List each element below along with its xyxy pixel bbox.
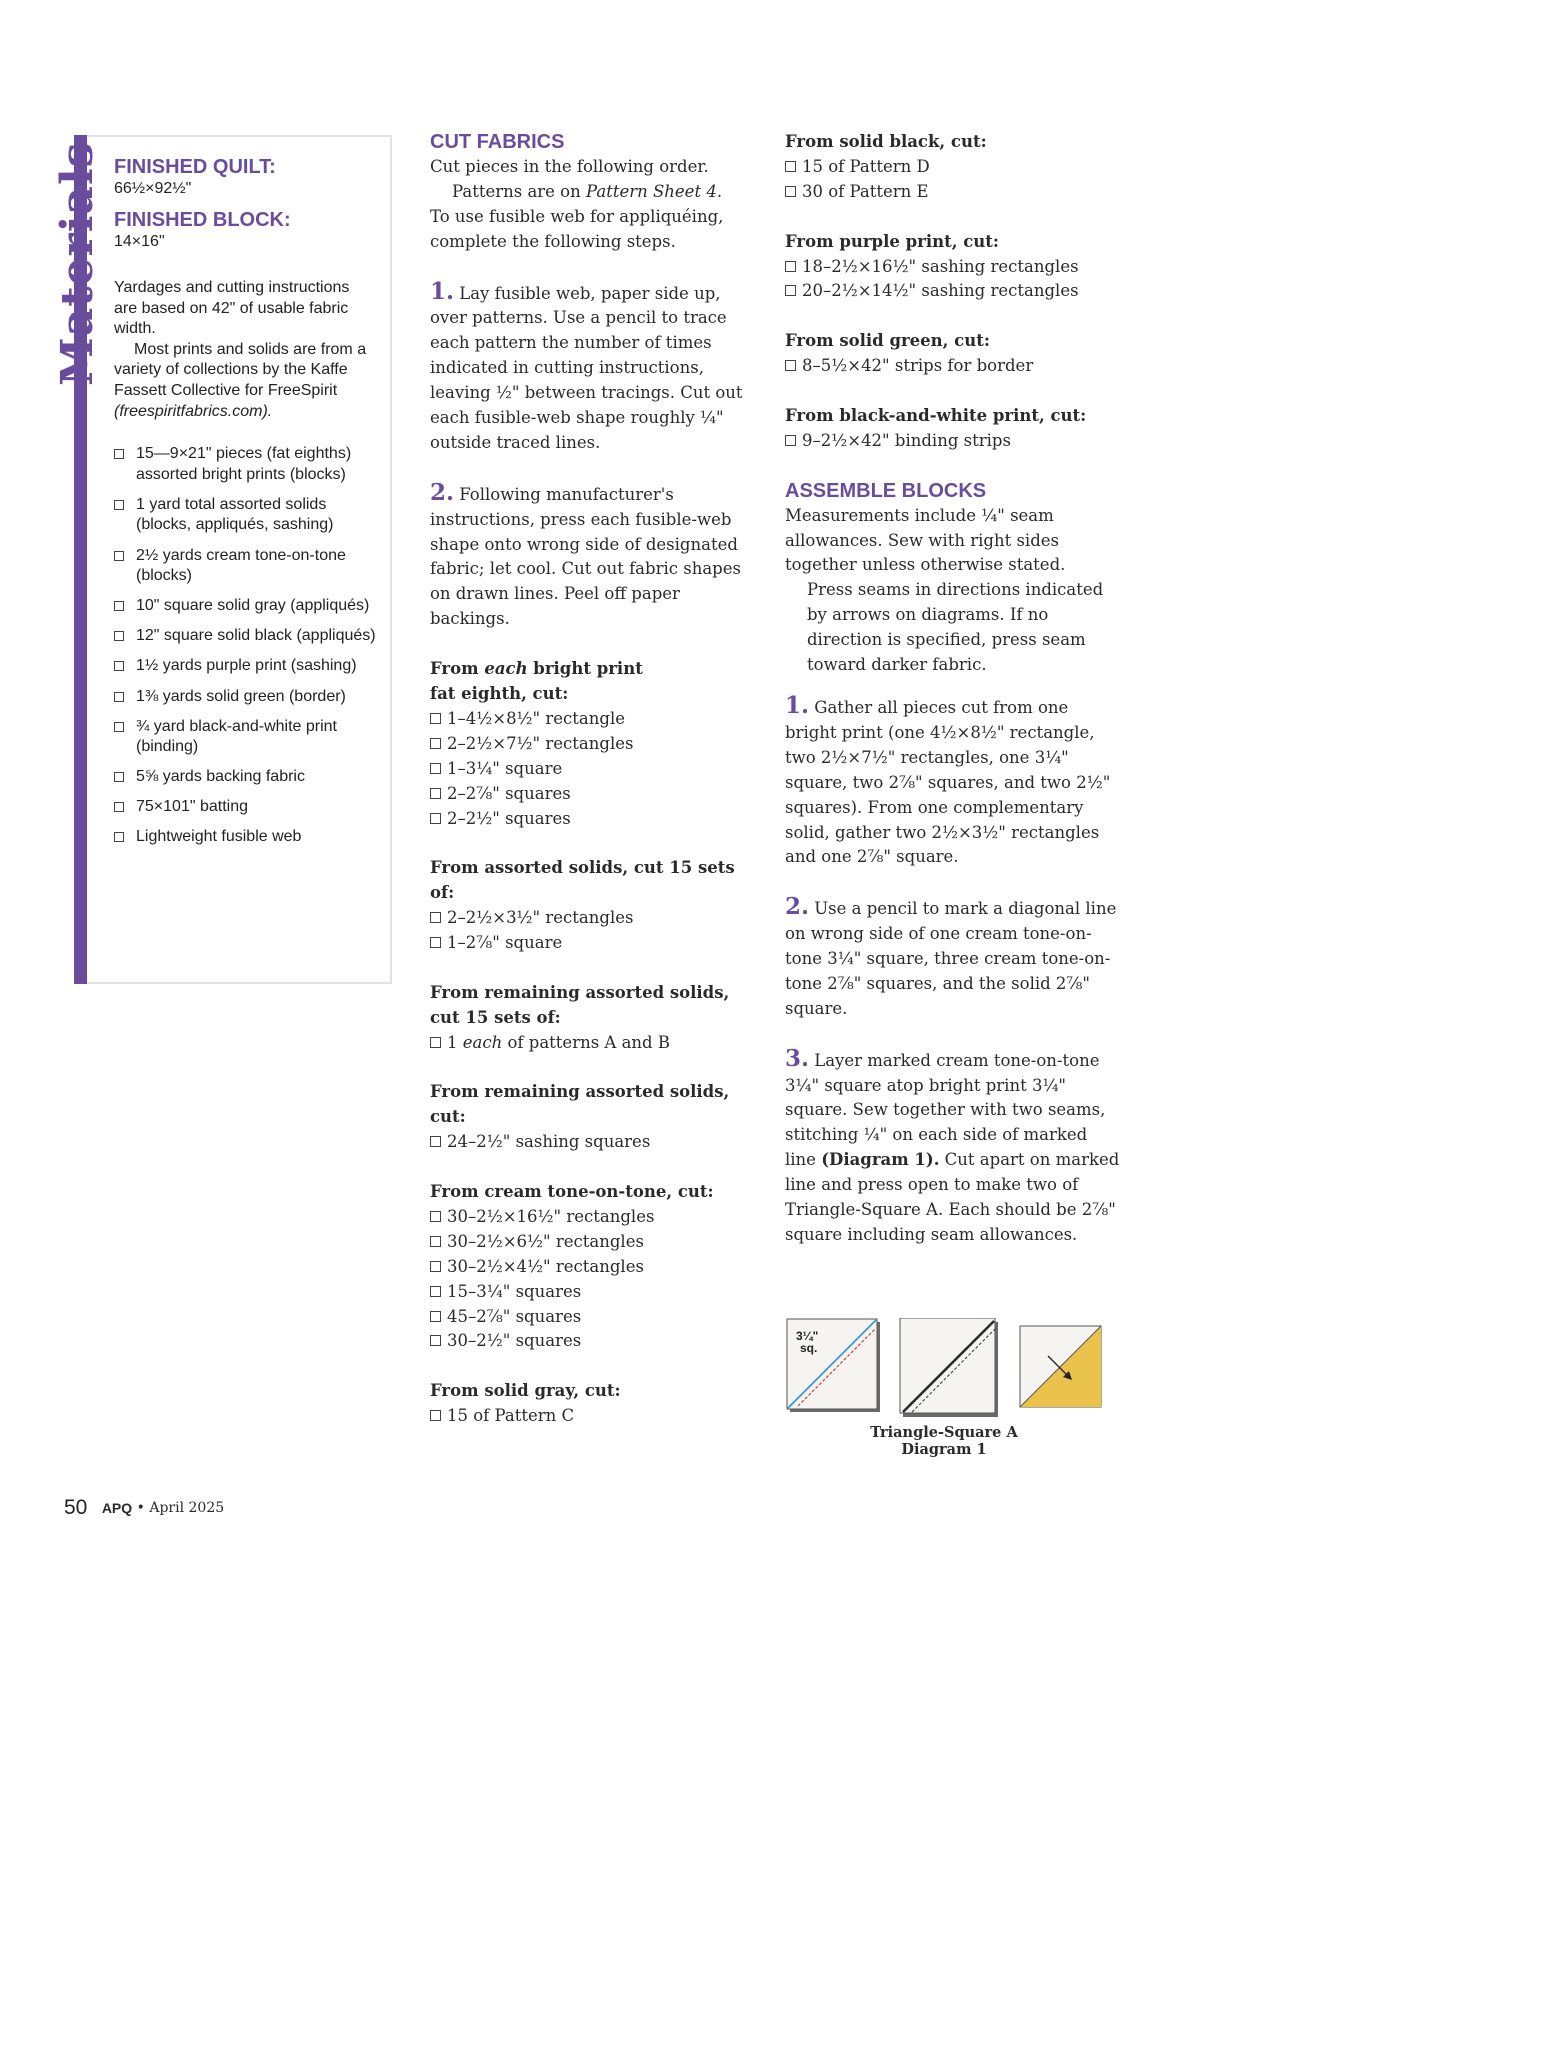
- materials-item: [114, 797, 376, 818]
- materials-item: [114, 444, 376, 485]
- diagram-caption-title: Triangle-Square A: [870, 1424, 1018, 1441]
- materials-item: [114, 687, 376, 708]
- materials-item-label: 15—9×21" pieces (fat eighths) assorted bright prints (blocks): [136, 445, 352, 483]
- checkbox[interactable]: [430, 1286, 441, 1297]
- checkbox[interactable]: [785, 360, 796, 371]
- finished-block-value: 14×16": [114, 233, 165, 250]
- cut-list-item-label: 2–2½×7½" rectangles: [447, 733, 634, 753]
- checkbox[interactable]: [114, 500, 124, 510]
- cut-list-item: [430, 1130, 760, 1155]
- cut-list-item: [785, 180, 1120, 205]
- remaining-solids-heading-2: From remaining assorted solids, cut:: [430, 1082, 730, 1127]
- cut-list-item: [785, 155, 1120, 180]
- checkbox[interactable]: [114, 601, 124, 611]
- remaining-solids-list: [430, 1130, 760, 1155]
- cut-list-item: [430, 807, 760, 832]
- checkbox[interactable]: [430, 788, 441, 799]
- assemble-step-2-number: 2.: [785, 893, 810, 921]
- cut-list-item-label: 8–5½×42" strips for border: [802, 356, 1034, 376]
- assemble-step-3-text: Layer marked cream tone-on-tone 3¼" square atop bright print 3¼" square. Sew together with two seams, stitching ¼" on each side of marked line: [785, 1050, 1106, 1170]
- materials-item: [114, 546, 376, 587]
- bright-head-pre: From: [430, 659, 485, 679]
- checkbox[interactable]: [114, 692, 124, 702]
- square-2: [900, 1318, 995, 1413]
- cut-list-item-label: 1–2⅞" square: [447, 933, 563, 953]
- materials-item-label: ¾ yard black-and-white print (binding): [136, 717, 337, 756]
- cut-list-item: [430, 757, 760, 782]
- checkbox[interactable]: [785, 161, 796, 172]
- page-footer: [64, 1496, 224, 1520]
- cut-list-item-label: 9–2½×42" binding strips: [802, 430, 1011, 450]
- finished-triangle-square-figure: [1020, 1326, 1101, 1407]
- checkbox[interactable]: [430, 1136, 441, 1147]
- cut-list-item-label: 20–2½×14½" sashing rectangles: [802, 281, 1079, 301]
- gray-heading: From solid gray, cut:: [430, 1381, 621, 1401]
- checkbox[interactable]: [114, 722, 124, 732]
- checkbox[interactable]: [430, 912, 441, 923]
- solids-list: [430, 906, 760, 956]
- checkbox[interactable]: [114, 449, 124, 459]
- cut-step-2-text: Following manufacturer's instructions, press each fusible-web shape onto wrong side of designated fabric; let cool. Cut out fabric shapes on drawn lines. Peel off paper backings.: [430, 484, 741, 629]
- materials-item: [114, 656, 376, 677]
- checkbox[interactable]: [430, 1211, 441, 1222]
- cut-list-item-label: 30–2½×6½" rectangles: [447, 1231, 644, 1251]
- cut-list-item: [785, 354, 1120, 379]
- bw-heading: From black-and-white print, cut:: [785, 405, 1087, 425]
- bright-print-list: [430, 707, 760, 832]
- materials-intro-1: Yardages and cutting instructions are based on 42" of usable fabric width.: [114, 279, 350, 338]
- gray-list: [430, 1404, 760, 1429]
- materials-item: [114, 495, 376, 536]
- assemble-step-1-number: 1.: [785, 691, 810, 719]
- diagram-reference: (Diagram 1).: [821, 1150, 940, 1170]
- assemble-step-2-text: Use a pencil to mark a diagonal line on wrong side of one cream tone-on-tone 3¼" square, three cream tone-on-tone 2⅞" squares, and the solid 2⅞" square.: [785, 899, 1117, 1018]
- solids-heading: From assorted solids, cut 15 sets of:: [430, 858, 735, 903]
- checkbox[interactable]: [430, 813, 441, 824]
- cut-list-item-label: 1–3¼" square: [447, 758, 563, 778]
- finished-block-label: FINISHED BLOCK:: [114, 209, 291, 231]
- materials-item-label: 1 yard total assorted solids (blocks, appliqués, sashing): [136, 495, 334, 534]
- magazine-name: APQ: [101, 1500, 133, 1516]
- cut-intro-1: Cut pieces in the following order.: [430, 157, 709, 176]
- cut-list-item-label: 18–2½×16½" sashing rectangles: [802, 256, 1079, 276]
- materials-side-title: Materials: [52, 141, 103, 386]
- finished-quilt-value: 66½×92½": [114, 180, 192, 197]
- bright-print-heading: [430, 657, 760, 707]
- cut-list-item: [430, 1305, 760, 1330]
- cream-list: [430, 1205, 760, 1354]
- cut-step-2-number: 2.: [430, 478, 455, 506]
- cut-fabrics-column: [430, 130, 760, 1429]
- materials-item-label: 10" square solid gray (appliqués): [136, 597, 370, 615]
- cut-square-figure: [900, 1318, 998, 1417]
- remaining1-post: of patterns A and B: [502, 1032, 670, 1052]
- checkbox[interactable]: [430, 1311, 441, 1322]
- cream-heading: From cream tone-on-tone, cut:: [430, 1182, 714, 1202]
- cut-list-item-label: 2–2⅞" squares: [447, 783, 571, 803]
- checkbox[interactable]: [785, 285, 796, 296]
- materials-item: [114, 767, 376, 788]
- remaining1-pre: 1: [447, 1032, 463, 1052]
- cut-list-item-label: 30–2½×16½" rectangles: [447, 1206, 655, 1226]
- pattern-sheet-ref: Pattern Sheet 4.: [586, 181, 723, 201]
- cut-list-item-label: 30–2½" squares: [447, 1331, 582, 1351]
- cut-list-item-label: 2–2½" squares: [447, 808, 571, 828]
- materials-intro-2-text: Most prints and solids are from a variety of collections by the Kaffe Fassett Collective for FreeSpirit: [114, 340, 367, 399]
- remaining1-italic: each: [462, 1032, 503, 1052]
- materials-item-label: 5⅝ yards backing fabric: [136, 768, 305, 786]
- checkbox[interactable]: [785, 435, 796, 446]
- remaining-solids-heading-1: From remaining assorted solids, cut 15 sets of:: [430, 982, 730, 1027]
- cut-intro-2-text: Patterns are on: [452, 181, 586, 201]
- cut-list-item: [430, 1255, 760, 1280]
- assemble-step-3: [785, 1044, 1120, 1248]
- materials-item-label: 1⅜ yards solid green (border): [136, 687, 346, 705]
- bright-head-italic: each: [484, 659, 528, 679]
- checkbox[interactable]: [430, 713, 441, 724]
- cut-step-2: [430, 478, 760, 632]
- cut-list-item-label: 15 of Pattern D: [802, 156, 930, 176]
- cut-list-item-label: 2–2½×3½" rectangles: [447, 908, 634, 928]
- assemble-step-1-text: Gather all pieces cut from one bright print (one 4½×8½" rectangle, two 2½×7½" rectangles, one 3¼" square, two 2⅞" squares, and two 2½" squares). From one complementary solid, gather two 2½×3½" rectangles and one 2⅞" square.: [785, 697, 1111, 867]
- assemble-step-3-number: 3.: [785, 1044, 810, 1072]
- assemble-intro-1: Measurements include ¼" seam allowances. Sew with right sides together unless otherwise stated.: [785, 505, 1066, 575]
- materials-item: [114, 596, 376, 617]
- materials-intro-2: [114, 340, 376, 422]
- cut-list-item: [430, 906, 760, 931]
- assemble-step-3-end: Cut apart on marked line and press open to make two of Triangle-Square A. Each should be 2⅞" square including seam allowances.: [785, 1150, 1120, 1244]
- square-size-label: 3¼": [796, 1329, 819, 1343]
- checkbox[interactable]: [114, 832, 124, 842]
- checkbox[interactable]: [114, 551, 124, 561]
- remaining-solids-item: [430, 1031, 760, 1056]
- checkbox[interactable]: [430, 1335, 441, 1346]
- materials-content: [114, 155, 376, 858]
- bright-head-post: bright print: [527, 659, 643, 679]
- materials-item-label: 2½ yards cream tone-on-tone (blocks): [136, 546, 346, 585]
- assemble-blocks-heading: ASSEMBLE BLOCKS: [785, 479, 987, 502]
- finished-quilt-label: FINISHED QUILT:: [114, 156, 276, 178]
- bw-list: [785, 429, 1120, 454]
- cut-list-item-label: 1–4½×8½" rectangle: [447, 708, 625, 728]
- checkbox[interactable]: [430, 937, 441, 948]
- green-heading: From solid green, cut:: [785, 331, 990, 351]
- cut-list-item-label: 24–2½" sashing squares: [447, 1132, 651, 1152]
- marked-square-figure: [787, 1319, 880, 1412]
- diagram-caption: [786, 1424, 1102, 1458]
- checkbox[interactable]: [430, 763, 441, 774]
- issue-date: April 2025: [149, 1500, 225, 1516]
- checkbox[interactable]: [785, 261, 796, 272]
- materials-item-label: Lightweight fusible web: [136, 828, 302, 846]
- black-list: [785, 155, 1120, 205]
- checkbox[interactable]: [114, 772, 124, 782]
- checkbox[interactable]: [430, 1410, 441, 1421]
- materials-item: [114, 626, 376, 647]
- green-list: [785, 354, 1120, 379]
- cut-list-item: [430, 1404, 760, 1429]
- checkbox[interactable]: [114, 661, 124, 671]
- cut-list-item-label: 45–2⅞" squares: [447, 1306, 582, 1326]
- cut-list-item: [430, 1329, 760, 1354]
- page-number: 50: [64, 1496, 88, 1519]
- checkbox[interactable]: [114, 802, 124, 812]
- assemble-step-2: [785, 895, 1120, 1022]
- cut-list-item: [430, 707, 760, 732]
- cut-list-item: [430, 782, 760, 807]
- checkbox[interactable]: [430, 1236, 441, 1247]
- cut-list-item-label: 30 of Pattern E: [802, 181, 929, 201]
- materials-checklist: [114, 444, 376, 848]
- materials-item-label: 12" square solid black (appliqués): [136, 627, 376, 645]
- cut-list-item: [430, 1280, 760, 1305]
- assemble-intro-2: Press seams in directions indicated by arrows on diagrams. If no direction is specified, press seam toward darker fabric.: [807, 580, 1104, 675]
- black-heading: From solid black, cut:: [785, 132, 987, 151]
- cut-list-item: [430, 732, 760, 757]
- cut-list-item: [430, 931, 760, 956]
- cut-list-item-label: 15 of Pattern C: [447, 1406, 575, 1426]
- cut-list-item-label: 15–3¼" squares: [447, 1281, 582, 1301]
- materials-item-label: 75×101" batting: [136, 798, 248, 816]
- cut-step-1-text: Lay fusible web, paper side up, over patterns. Use a pencil to trace each pattern the number of times indicated in cutting instructions, leaving ½" between tracings. Cut out each fusible-web shape roughly ¼" outside traced lines.: [430, 283, 743, 452]
- footer-separator: •: [132, 1500, 150, 1516]
- cut-intro-3: To use fusible web for appliquéing, complete the following steps.: [430, 206, 724, 251]
- bright-head-line2: fat eighth, cut:: [430, 683, 569, 703]
- cut-list-item: [785, 429, 1120, 454]
- freespirit-link[interactable]: (freespiritfabrics.com).: [114, 402, 273, 420]
- cut-step-1-number: 1.: [430, 277, 455, 305]
- diagram-caption-number: Diagram 1: [901, 1441, 987, 1458]
- checkbox[interactable]: [430, 1037, 441, 1048]
- assemble-step-1: [785, 691, 1120, 870]
- materials-item-label: 1½ yards purple print (sashing): [136, 657, 357, 675]
- checkbox[interactable]: [785, 186, 796, 197]
- right-column: [785, 130, 1120, 1248]
- square-size-unit: sq.: [800, 1341, 818, 1355]
- cut-intro-2: [430, 180, 760, 205]
- cut-list-item: [430, 1230, 760, 1255]
- cut-list-item: [430, 1205, 760, 1230]
- cut-fabrics-heading: CUT FABRICS: [430, 131, 565, 153]
- cut-list-item: [785, 279, 1120, 304]
- purple-heading: From purple print, cut:: [785, 231, 999, 251]
- purple-list: [785, 255, 1120, 305]
- materials-item: [114, 717, 376, 758]
- checkbox[interactable]: [430, 1261, 441, 1272]
- cut-step-1: [430, 277, 760, 456]
- cut-list-item: [785, 255, 1120, 280]
- materials-item: [114, 827, 376, 848]
- cut-list-item-label: 30–2½×4½" rectangles: [447, 1256, 644, 1276]
- checkbox[interactable]: [114, 631, 124, 641]
- checkbox[interactable]: [430, 738, 441, 749]
